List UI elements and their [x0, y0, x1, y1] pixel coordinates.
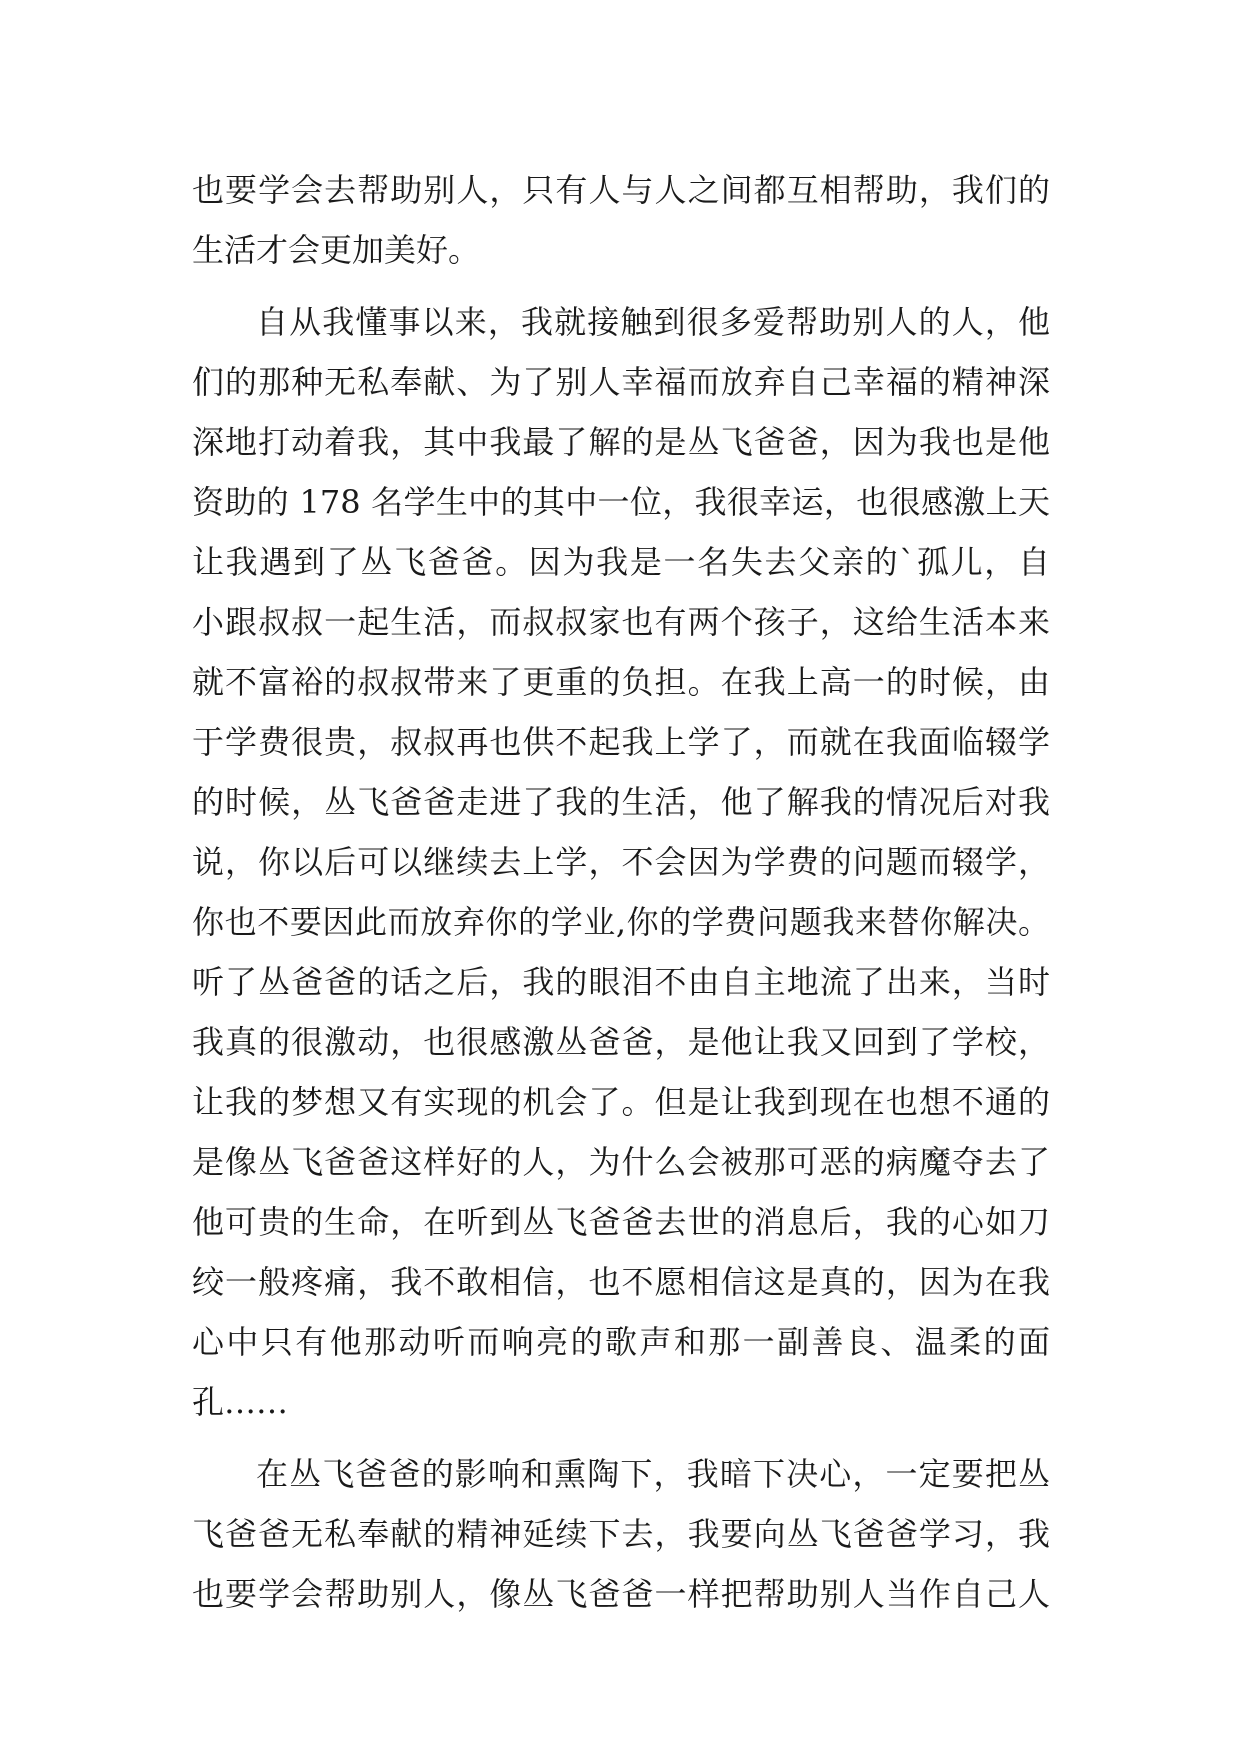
text-line: 是像丛飞爸爸这样好的人，为什么会被那可恶的病魔夺去了: [192, 1143, 1050, 1181]
text-line: 心中只有他那动听而响亮的歌声和那一副善良、温柔的面: [192, 1323, 1050, 1361]
text-line: 听了丛爸爸的话之后，我的眼泪不由自主地流了出来，当时: [192, 963, 1050, 1001]
text-line: 你也不要因此而放弃你的学业,你的学费问题我来替你解决。: [192, 903, 1050, 941]
paragraph-2: [192, 292, 1050, 1432]
text-line: 于学费很贵，叔叔再也供不起我上学了，而就在我面临辍学: [192, 723, 1050, 761]
text-line: 在丛飞爸爸的影响和熏陶下，我暗下决心，一定要把丛: [256, 1455, 1050, 1493]
text-line: 也要学会去帮助别人，只有人与人之间都互相帮助，我们的: [192, 171, 1050, 209]
text-line: 深地打动着我，其中我最了解的是丛飞爸爸，因为我也是他: [192, 423, 1050, 461]
text-line: 说，你以后可以继续去上学，不会因为学费的问题而辍学，: [192, 843, 1050, 881]
text-line: 资助的 178 名学生中的其中一位，我很幸运，也很感激上天: [192, 483, 1050, 521]
paragraph-1: [192, 160, 1050, 280]
text-line: 们的那种无私奉献、为了别人幸福而放弃自己幸福的精神深: [192, 363, 1050, 401]
text-line: 小跟叔叔一起生活，而叔叔家也有两个孩子，这给生活本来: [192, 603, 1050, 641]
paragraph-gap: [192, 1432, 1050, 1444]
text-line: 的时候，丛飞爸爸走进了我的生活，他了解我的情况后对我: [192, 783, 1050, 821]
text-line: 让我遇到了丛飞爸爸。因为我是一名失去父亲的`孤儿，自: [192, 543, 1050, 581]
text-line: 生活才会更加美好。: [192, 231, 481, 269]
body-text: [192, 160, 1050, 1624]
text-line: 绞一般疼痛，我不敢相信，也不愿相信这是真的，因为在我: [192, 1263, 1050, 1301]
text-line: 让我的梦想又有实现的机会了。但是让我到现在也想不通的: [192, 1083, 1050, 1121]
text-line: 也要学会帮助别人，像丛飞爸爸一样把帮助别人当作自己人: [192, 1575, 1050, 1613]
paragraph-3: [192, 1444, 1050, 1624]
text-line: 我真的很激动，也很感激丛爸爸，是他让我又回到了学校，: [192, 1023, 1050, 1061]
text-line: 孔……: [192, 1383, 289, 1421]
text-line: 他可贵的生命，在听到丛飞爸爸去世的消息后，我的心如刀: [192, 1203, 1050, 1241]
text-line: 飞爸爸无私奉献的精神延续下去，我要向丛飞爸爸学习，我: [192, 1515, 1050, 1553]
text-line: 就不富裕的叔叔带来了更重的负担。在我上高一的时候，由: [192, 663, 1050, 701]
paragraph-gap: [192, 280, 1050, 292]
text-line: 自从我懂事以来，我就接触到很多爱帮助别人的人，他: [256, 303, 1050, 341]
